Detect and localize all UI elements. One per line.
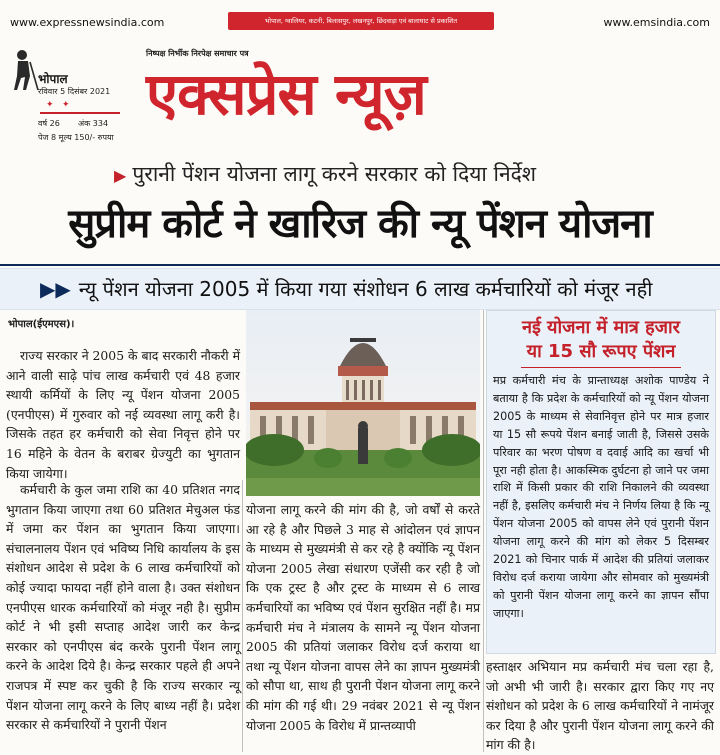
article-paragraph: योजना लागू करने की मांग की है, जो वर्षों से करते आ रहे है और पिछले 3 माह से आंदोलन एवं ज्ञापन के माध्यम से मुख्यमंत्री से कर रहे है क्योंकि न्यू पेंशन योजना 2005 लेखा संधारण एजेंसी कर रही है जो कि एक ट्रस्ट है और ट्रस्ट के माध्यम से 6 लाख कर्मचारियों का भविष्य एवं पेंशन सुरक्षित नहीं है। मप्र कर्मचारी मंच ने मंत्रालय के सामने न्यू पेंशन योजना 2005 की प्रतियां जलाकर विरोध दर्ज कराया था तथा न्यू पेंशन योजना वापस लेने का ज्ञापन मुख्यमंत्री को सौपा था, साथ ही पुरानी पेंशन योजना लागू करने की मांग की गई थी। 29 नवंबर 2021 से न्यू पेंशन योजना 2005 के विरोध में प्रान्तव्यापी [246,502,480,733]
edition-city: भोपाल [38,72,68,86]
sub-headline-text: न्यू पेंशन योजना 2005 में किया गया संशोधन 6 लाख कर्मचारियों को मंजूर नही [78,277,653,301]
double-arrow-icon: ▶▶ [40,277,71,301]
issue-number: अंक 334 [78,119,109,128]
masthead-divider [40,112,120,114]
website-url-left[interactable]: www.expressnewsindia.com [10,16,165,29]
top-strip [0,0,720,44]
newspaper-logo: एक्सप्रेस न्यूज़ [146,60,426,128]
sidebar-rule [521,367,681,368]
star-icon: ✦ [62,100,70,110]
star-icon: ✦ [46,100,54,110]
pages-price: पेज 8 मूल्य 150/- रुपया [38,133,114,142]
supreme-court-building-icon [246,310,480,496]
editions-band: भोपाल, ग्वालियर, कटनी, बिलासपुर, लखनपुर, छिंदवाड़ा एवं बालाघाट से प्रकाशित [228,12,494,30]
article-column-2 [246,500,480,735]
sidebar-title-line-1: नई योजना में मात्र हजार [521,317,681,338]
column-divider [483,310,484,752]
volume-number: वर्ष 26 [38,119,60,128]
sidebar-body: मप्र कर्मचारी मंच के प्रान्ताध्यक्ष अशोक पाण्डेय ने बताया है कि प्रदेश के कर्मचारियों को न्यू पेंशन योजना 2005 के माध्यम से सेवानिवृत्त होने पर मात्र हजार या 15 सौ रूपये पेंशन बनाई जाती है, जिससे उसके परिवार का भरण पोषण व दवाई आदि का खर्चा भी पूरा नही होता है। आकस्मिक दुर्घटना हो जाने पर जमा राशि में किसी प्रकार की राशि निकालने की व्यवस्था नहीं है, इसलिए कर्मचारी मंच ने निर्णय लिया है कि न्यू पेंशन योजना 2005 को वापस लेने एवं पुरानी पेंशन योजना लागू करने की मांग को लेकर 5 दिसम्बर 2021 को चिनार पार्क में आदेश की प्रतियां जलाकर विरोध दर्ज कराया जायेगा और सोमवार को मुख्यमंत्री को पुरानी पेंशन योजना लागू करने का ज्ञापन सौंपा जाएगा। [493,374,709,620]
issue-date: रविवार 5 दिसंबर 2021 [38,87,111,96]
newspaper-motto: निष्पक्ष निर्भीक निरपेक्ष समाचार पत्र [146,49,249,58]
article-paragraph: कर्मचारी के कुल जमा राशि का 40 प्रतिशत नगद भुगतान किया जाएगा तथा 60 प्रतिशत मेचुअल फंड में जमा कर पेंशन का भुगतान किया जाएगा। संचालनालय पेंशन एवं भविष्य निधि कार्यालय के इस संशोधन आदेश से प्रदेश के 6 लाख कर्मचारियों को कोई ज्यादा फायदा नहीं होने वाला है। उक्त संशोधन एनपीएस धारक कर्मचारियों को मंजूर नही है। सुप्रीम कोर्ट ने भी इसी सप्ताह आदेश जारी कर केन्द्र सरकार को एनपीएस बंद करके पुरानी पेंशन लागू करने के आदेश दिये है। केन्द्र सरकार पहले ही अपने राजपत्र में स्पष्ट कर चुकी है कि राज्य सरकार न्यू पेंशन योजना लागू करने के लिए बाध्य नहीं है। प्रदेश सरकार से कर्मचारियों ने पुरानी पेंशन [6,482,240,733]
article-paragraph: हस्ताक्षर अभियान मप्र कर्मचारी मंच चला रहा है, जो अभी भी जारी है। सरकार द्वारा किए गए नए संशोधन को प्रदेश के 6 लाख कर्मचारियों ने नामंजूर कर दिया है और पुरानी पेंशन योजना लागू करने की मांग की है। [486,659,714,753]
sub-headline [40,275,652,302]
kicker-headline [114,160,536,188]
kicker-text: पुरानी पेंशन योजना लागू करने सरकार को दिया निर्देश [132,162,537,186]
website-url-right[interactable]: www.emsindia.com [603,16,710,29]
article-column-3 [486,657,714,755]
article-column-1-top [6,346,240,483]
headline-rule [0,264,720,266]
sidebar-box [486,310,716,654]
triangle-bullet-icon: ▶ [114,166,127,185]
dateline: भोपाल(ईएमएस)। [8,319,75,330]
sidebar-title-line-2: या 15 सौ रूपए पेंशन [526,341,676,362]
supreme-court-photo [246,310,480,496]
masthead [0,44,720,144]
main-headline: सुप्रीम कोर्ट ने खारिज की न्यू पेंशन योजना [68,201,652,247]
column-divider [242,480,243,752]
sub-headline-band [0,268,720,310]
article-paragraph: राज्य सरकार ने 2005 के बाद सरकारी नौकरी में आने वाली साढ़े पांच लाख कर्मचारी एवं 48 हजार स्थायी कर्मियों के लिए न्यू पेंशन योजना 2005 (एनपीएस) में गुरुवार को नई व्यवस्था लागू करी है। जिसके तहत हर कर्मचारी को सेवा निवृत्त होने पर 16 महिने के वेतन के बराबर ग्रेज्युटी का भुगतान किया जायेगा। [6,348,240,481]
article-column-1 [6,480,240,735]
